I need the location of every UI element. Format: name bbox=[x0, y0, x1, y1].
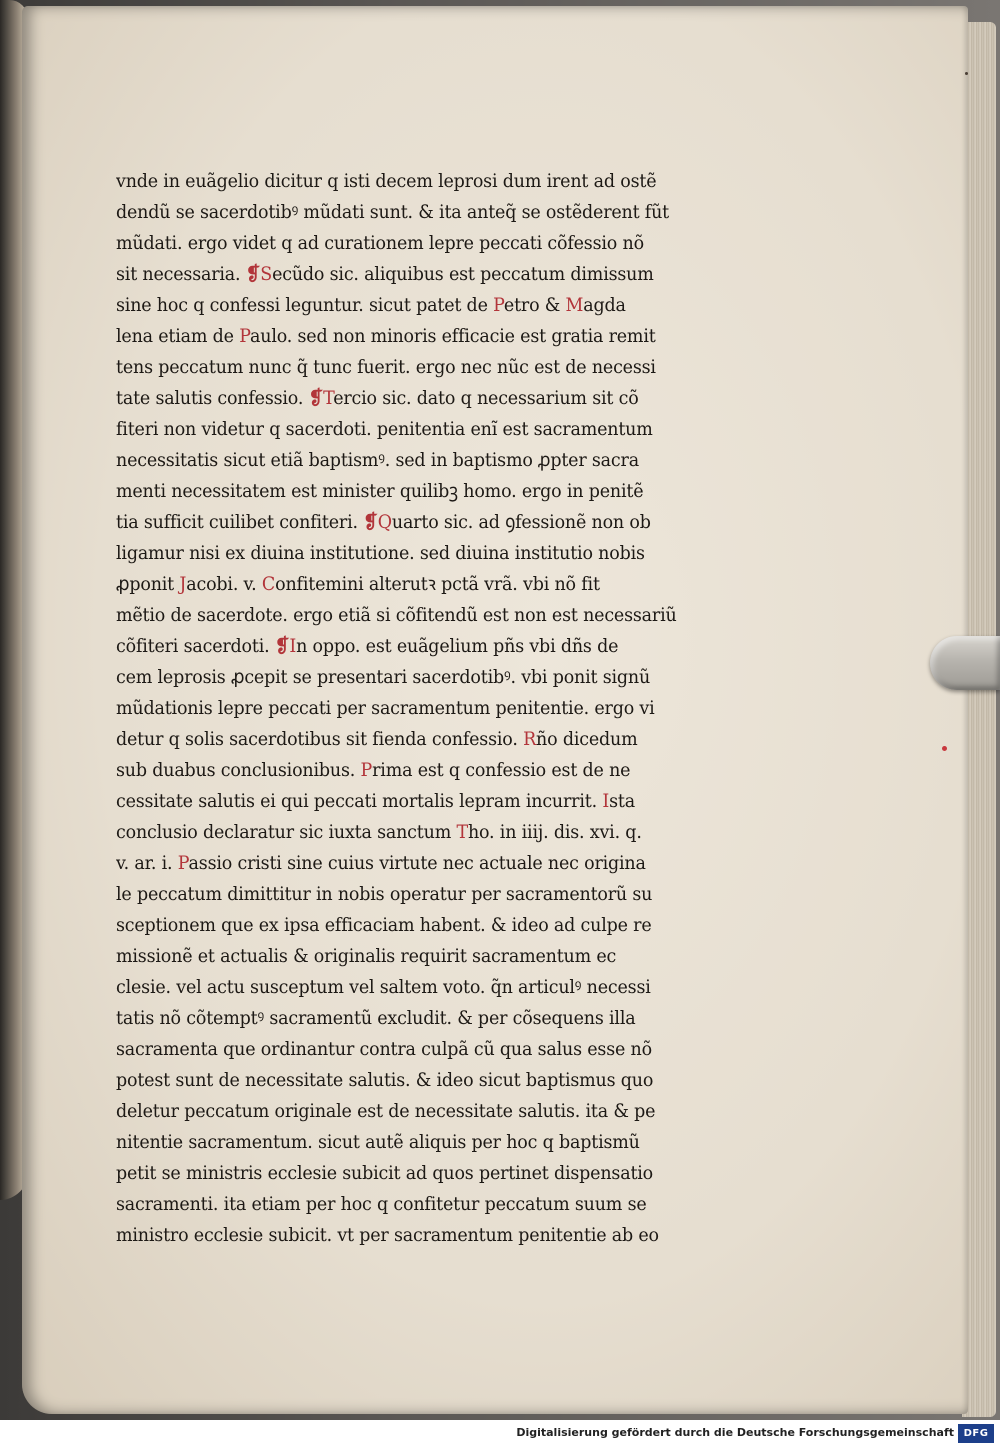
text-segment: menti necessitatem est minister quilibꝫ homo. ergo in penitẽ bbox=[116, 480, 644, 502]
text-segment: sub duabus conclusionibus. bbox=[116, 759, 361, 781]
pilcrow-icon: ❡ bbox=[274, 635, 290, 657]
text-segment: deletur peccatum originale est de necessitate salutis. ita & pe bbox=[116, 1100, 656, 1122]
text-line bbox=[116, 569, 705, 600]
rubricated-initial: M bbox=[565, 294, 584, 316]
rubricated-initial: C bbox=[261, 573, 276, 595]
text-line bbox=[116, 724, 705, 755]
pilcrow-icon: ❡ bbox=[245, 263, 261, 285]
text-line bbox=[116, 166, 705, 197]
text-line bbox=[116, 600, 705, 631]
text-segment: ñ bbox=[536, 728, 548, 750]
text-segment: ligamur nisi ex diuina institutione. sed diuina institutio nobis bbox=[116, 542, 645, 564]
text-line bbox=[116, 1189, 705, 1220]
text-line bbox=[116, 1065, 705, 1096]
text-line bbox=[116, 507, 705, 538]
manuscript-page bbox=[22, 6, 968, 1414]
pilcrow-icon: ❡ bbox=[363, 511, 378, 533]
text-segment: uarto sic. ad ꝯfessionẽ non ob bbox=[391, 511, 651, 533]
text-line bbox=[116, 972, 705, 1003]
text-segment: ecũdo sic. aliquibus est peccatum dimissum bbox=[272, 263, 654, 285]
text-line bbox=[116, 1096, 705, 1127]
text-segment: mũdati. ergo videt q ad curationem lepre peccati cõfessio nõ bbox=[116, 232, 644, 254]
text-segment: missionẽ et actualis & originalis requirit sacramentum ec bbox=[116, 945, 617, 967]
text-line bbox=[116, 352, 705, 383]
text-segment: necessitatis sicut etiã baptismꝰ. sed in baptismo ꝓpter sacra bbox=[116, 449, 639, 471]
text-segment: sine hoc q confessi leguntur. sicut patet de bbox=[116, 294, 494, 316]
rubricated-initial: R bbox=[523, 728, 537, 750]
text-line bbox=[116, 755, 705, 786]
text-segment: ho. in iiij. dis. xvi. q. bbox=[467, 821, 642, 843]
rubricated-initial: I bbox=[289, 635, 297, 657]
text-line bbox=[116, 259, 705, 290]
text-segment: cõfiteri sacerdoti. bbox=[116, 635, 275, 657]
text-segment: tate salutis confessio. bbox=[116, 387, 309, 409]
page-mark bbox=[965, 72, 968, 75]
text-line bbox=[116, 1003, 705, 1034]
funding-credit: Digitalisierung gefördert durch die Deutsche Forschungsgemeinschaft bbox=[516, 1426, 954, 1439]
rubricated-initial: P bbox=[360, 759, 373, 781]
rubricated-initial: P bbox=[177, 852, 189, 874]
text-segment: nitentie sacramentum. sicut autẽ aliquis per hoc q baptismũ bbox=[116, 1131, 640, 1153]
page-clip bbox=[930, 636, 1000, 690]
text-segment: mũdationis lepre peccati per sacramentum penitentie. ergo vi bbox=[116, 697, 655, 719]
text-segment: sit necessaria. bbox=[116, 263, 246, 285]
text-segment: ꝓponit bbox=[116, 573, 180, 595]
rubricated-initial: P bbox=[493, 294, 504, 316]
text-segment: onfitemini alterutꝛ pctã vrã. vbi nõ fit bbox=[275, 573, 600, 595]
text-line bbox=[116, 476, 705, 507]
text-segment: le peccatum dimittitur in nobis operatur per sacramentorũ su bbox=[116, 883, 653, 905]
text-line bbox=[116, 228, 705, 259]
text-line bbox=[116, 693, 705, 724]
text-line bbox=[116, 817, 705, 848]
text-line bbox=[116, 1158, 705, 1189]
text-segment: ercio sic. dato q necessarium sit cõ bbox=[333, 387, 639, 409]
text-line bbox=[116, 941, 705, 972]
text-segment: mẽtio de sacerdote. ergo etiã si cõfitendũ est non est necessariũ bbox=[116, 604, 677, 626]
text-segment: cem leprosis ꝓcepit se presentari sacerdotibꝰ. vbi ponit signũ bbox=[116, 666, 651, 688]
text-segment: v. ar. i. bbox=[116, 852, 178, 874]
text-segment: assio cristi sine cuius virtute nec actuale nec origina bbox=[188, 852, 646, 874]
text-segment: petit se ministris ecclesie subicit ad quos pertinet dispensatio bbox=[116, 1162, 654, 1184]
pilcrow-icon: ❡ bbox=[308, 387, 324, 409]
text-segment: rima est q confessio est de ne bbox=[372, 759, 631, 781]
text-segment: etro & bbox=[503, 294, 566, 316]
text-segment: dendũ se sacerdotibꝰ mũdati sunt. & ita anteq̃ se ostẽderent fũt bbox=[116, 201, 670, 223]
footer-bar bbox=[0, 1420, 1000, 1446]
text-segment: tia sufficit cuilibet confiteri. bbox=[116, 511, 364, 533]
text-segment: aulo. sed non minoris efficacie est gratia remit bbox=[250, 325, 656, 347]
text-segment: conclusio declaratur sic iuxta sanctum bbox=[116, 821, 457, 843]
rubricated-initial: I bbox=[602, 790, 610, 812]
text-segment: sceptionem que ex ipsa efficaciam habent. & ideo ad culpe re bbox=[116, 914, 652, 936]
text-segment: acobi. v. bbox=[186, 573, 262, 595]
text-line bbox=[116, 1220, 705, 1251]
dfg-logo: DFG bbox=[958, 1424, 994, 1443]
text-line bbox=[116, 1127, 705, 1158]
text-line bbox=[116, 786, 705, 817]
text-segment: agda bbox=[583, 294, 626, 316]
text-segment: n oppo. est euãgelium pñs vbi dñs de bbox=[296, 635, 619, 657]
text-line bbox=[116, 321, 705, 352]
text-segment: cessitate salutis ei qui peccati mortalis lepram incurrit. bbox=[116, 790, 603, 812]
text-segment: sacramenti. ita etiam per hoc q confitetur peccatum suum se bbox=[116, 1193, 647, 1215]
rubricated-initial: Q bbox=[377, 511, 392, 533]
rubricated-initial: T bbox=[456, 821, 468, 843]
text-line bbox=[116, 631, 705, 662]
rubricated-initial: S bbox=[260, 263, 273, 285]
text-line bbox=[116, 879, 705, 910]
text-segment: ministro ecclesie subicit. vt per sacramentum penitentie ab eo bbox=[116, 1224, 659, 1246]
text-line bbox=[116, 414, 705, 445]
text-segment: sacramenta que ordinantur contra culpã cũ qua salus esse nõ bbox=[116, 1038, 652, 1060]
text-segment: lena etiam de bbox=[116, 325, 240, 347]
text-line bbox=[116, 538, 705, 569]
text-line bbox=[116, 662, 705, 693]
rubricated-initial: T bbox=[323, 387, 334, 409]
text-line bbox=[116, 848, 705, 879]
text-segment: tatis nõ cõtemptꝰ sacramentũ excludit. & per cõsequens illa bbox=[116, 1007, 636, 1029]
text-segment: clesie. vel actu susceptum vel saltem voto. q̃n articulꝰ necessi bbox=[116, 976, 651, 998]
text-segment: potest sunt de necessitate salutis. & ideo sicut baptismus quo bbox=[116, 1069, 654, 1091]
text-line bbox=[116, 1034, 705, 1065]
text-segment: fiteri non videtur q sacerdoti. penitentia enĩ est sacramentum bbox=[116, 418, 653, 440]
rubricated-initial: P bbox=[239, 325, 251, 347]
text-block bbox=[116, 166, 756, 1251]
rubric-margin-mark bbox=[942, 746, 947, 751]
text-line bbox=[116, 910, 705, 941]
text-segment: detur q solis sacerdotibus sit fienda confessio. bbox=[116, 728, 524, 750]
text-line bbox=[116, 197, 705, 228]
text-line bbox=[116, 290, 705, 321]
text-segment: o dicedum bbox=[547, 728, 638, 750]
text-segment: vnde in euãgelio dicitur q isti decem leprosi dum irent ad ostẽ bbox=[116, 170, 657, 192]
rubricated-initial: J bbox=[179, 573, 187, 595]
text-line bbox=[116, 445, 705, 476]
text-line bbox=[116, 383, 705, 414]
text-segment: tens peccatum nunc q̃ tunc fuerit. ergo nec nũc est de necessi bbox=[116, 356, 656, 378]
text-segment: sta bbox=[609, 790, 635, 812]
